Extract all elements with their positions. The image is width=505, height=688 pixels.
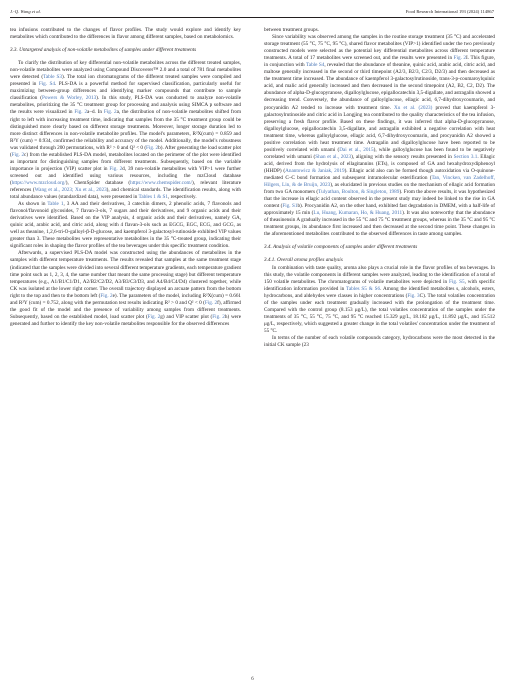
url-link[interactable]: https://www.mzcloud.org/ <box>11 179 66 186</box>
paragraph: In terms of the number of each volatile compounds category, hydrocarbons were the most detected in the initial CK sample (23 <box>264 334 495 349</box>
paragraph: Afterwards, a supervised PLS-DA model was constructed using the abundances of metabolites in the samples with different temperature treatments. The results revealed that samples at the same treatment stage (indicated that the samples were divided into several different temperature gradients, each temperature gradient time point such as 1, 2, 3, 4, the same number that meant the same processing stage) but different temperature temperatures (e.g., A1/B1/C1/D1, A2/B2/C2/D2, A3/B3/C3/D3, and A4/B4/C4/D4) clustered together, while CK was isolated at the lower right corner. The overall trajectory displayed an arcuate pattern from the bottom right to the top and then to the bottom left (Fig. 2e). The parameters of the model, including R²X(cum) = 0.661 and R²Y (cum) = 0.752, along with the permutation test results indicating R² > 0 and Q² < 0 (Fig. 2f), affirmed the good fit of the model and the presence of variability among samples from different treatments. Subsequently, based on the established model, load scatter plot (Fig. 2g) and VIP scatter plot (Fig. 2h) were generated and further to identify the key non-volatile metabolites responsible for the observed differences <box>10 250 242 327</box>
right-column <box>264 27 495 349</box>
ref-link[interactable]: Tables S5 & S6 <box>346 285 381 292</box>
ref-link[interactable]: Shan et al., 2023 <box>315 153 352 160</box>
ref-link[interactable]: Tulyathan, Boulton, & Singleton, 1989 <box>318 189 400 196</box>
running-header-journal: Food Research International 193 (2024) 114867 <box>405 9 494 14</box>
ref-link[interactable]: Section 3.1 <box>453 153 478 160</box>
header-rule <box>10 17 494 18</box>
paragraph: Since variability was observed among the samples in the routine storage treatment (35 °C) and accelerated storage treatment (55 °C, 75 °C, 95 °C), shared flavor metabolites (VIP>1) identified under the two previously constructed models were selected as the potential key differential metabolites across different temperature treatments. A total of 17 metabolites were screened out, and the results were presented in Fig. 2I. This figure, in conjunction with Table S4, revealed that the abundance of theanine, quinic acid, arabic acid, citric acid, and maltose generally increased in the second or third timepoint (A2/3, B2/3, C2/3, D2/3) and then decreased as the treatment time increased. The abundance of kaempferol 3-galactosylrutinoside, trans-3-p-coumaroylquinic acid, and malic acid generally increased and then decreased in the second timepoint (A2, B2, C2, D2). The abundance of alpha-D-glucopyranose, digalloylglucose, epigallocatechin 3,5-digallate, and astragalin showed a decreasing trend. Conversely, the abundance of galloylglucose, ellagic acid, 6,7-dihydroxycoumarin, and procyanidin A2 tended to increase with treatment time. Xu et al. (2023) proved that kaempferol 3-galactosylrutinoside and citric acid in Longjing tea contributed to the quality characteristics of the tea infusion, preserving a fresh flavor profile. Based on these findings, it was inferred that alpha-D-glucopyranose, digalloylglucose, epigallocatechin 3,5-digallate, and astragalin exhibited a negative correlation with heat treatment time, whereas galloylglucose, ellagic acid, 6,7-dihydroxycoumarin, and procyanidin A2 showed a positive correlation with heat treatment time. Astragalin and digalloylglucose have been reported to be positively correlated with umami (Dai et al., 2015), while galloylglucose has been found to be negatively correlated with umami (Shan et al., 2023), aligning with the sensory results presented in Section 3.1. Ellagic acid, derived from the hydrolysis of ellagitannins (ETs), is composed of GA and hexahydroxydiphenoyl (HHDP) (Anantowicz & Janiak, 2019). Ellagic acid also can be formed though autoxidation via O-quinone-mediated C–C bond formation and subsequent intramolecular esterification (Tan, Vincken, van Zadelhoff, Hilgers, Lin, & de Bruijn, 2023), as elucidated in previous studies on the mechanism of ellagic acid formation from two GA monomers (Tulyathan, Boulton, & Singleton, 1989). From the above results, it was hypothesized that the increase in ellagic acid content observed in the present study may indeed be linked to the rise in GA content (Fig. S1b). Procyanidin A2, on the other hand, exhibited fast degradation in DMEM, with a half-life of approximately 15 min (Lu, Huang, Kumaran, Ho, & Huang, 2011). It was also noteworthy that the abundance of theasinensin A gradually increased in the 55 °C and 75 °C treatment groups, whereas in the 35 °C and 95 °C treatment groups, its abundance first increased and then decreased at the second time point. These changes in the aforementioned metabolites contributed to the observed differences in taste among samples. <box>264 34 496 238</box>
section-heading-3-4: 3.4. Analysis of volatile components of samples under different treatments <box>264 244 418 251</box>
paragraph: As shown in Table 1, 3 AA and their derivatives, 3 catechin dimers, 2 phenolic acids, 7 flavonols and flavonol/flavonoid glycosides, 7 flavan-3-ols, 7 sugars and their derivatives, and 9 organic acids and their derivatives were identified. Based on the VIP analysis, 4 organic acids and their derivatives, namely GA, quinic acid, arabic acid, and citric acid, along with 4 flavan-3-ols such as EGCG, EGC, ECG, and GCG, as well as theanine, 1,2,6-tri-O-galloyl-β-D-glucose, and kaempferol 3-galactosyl-rutinoside exhibited VIP values greater than 3. These metabolites were representative metabolites in the 35 °C-treated group, indicating their significant roles in shaping the flavor profiles of the tea beverages under this specific treatment condition. <box>10 201 241 250</box>
ref-link[interactable]: Fig. 2 <box>453 55 467 62</box>
ref-link[interactable]: Table S3 <box>43 74 62 81</box>
ref-link[interactable]: Fig. S5 <box>449 278 465 285</box>
paragraph: tea infusions contributed to the changes of flavor profiles. The study would explore and identify key metabolites which contributed to the differences in flavor among different samples, based on metabolomics. <box>10 27 241 41</box>
paragraph: To clarify the distribution of key differential non-volatile metabolites across the different treated samples, non-volatile metabolites were analyzed using Compound Discoverer™ 2.0 and a total of 781 final metabolites were detected (Table S3). The total ion chromatograms of the different treated samples were compiled and presented in Fig. S4. PLS-DA is a powerful method for supervised classification, particularly useful for maximizing between-group differences and identifying marker compounds that contribute to sample classification (Powers & Worley, 2013). In this study, PLS-DA was conducted to analyze non-volatile metabolites, prioritizing the 35 °C treatment group for processing and analysis using SIMCA p software and the results were visualized in Fig. 2a–d. In Fig. 2a, the distribution of non-volatile metabolites shifted from right to left with increasing treatment time, indicating that samples from the 35 °C treatment group could be distinguished more clearly based on different storage treatments. Moreover, longer storage duration led to more distinct differences in non-volatile metabolite profiles. The model's parameters, R²X(cum) = 0.859 and R²Y (cum) = 0.934, confirmed the reliability and accuracy of the model. Additionally, the model's robustness was validated through 200 permutations, with R² > 0 and Q² < 0 (Fig. 2b). After generating the load scatter plot (Fig. 2c) from the established PLS-DA model, metabolites located on the perimeter of the plot were identified as important for distinguishing samples from different treatments. Subsequently, based on the variable importance in projection (VIP) scatter plot in Fig. 2d, 39 non-volatile metabolites with VIP>1 were further screened out and identified using various resources, including the mzCloud database (https://www.mzcloud.org/), ChemSpider database (https://www.chemspider.com/), relevant literature references (Wang et al., 2023; Xu et al., 2023), and chemical standards. The identification results, along with total abundance values (standardized data), were presented in Tables 1 & S1, respectively. <box>10 60 242 201</box>
ref-link[interactable]: Wang et al., 2023; Xu et al., 2023 <box>34 186 107 193</box>
paragraph: In combination with taste quality, aroma also plays a crucial role in the flavor profiles of tea beverages. In this study, the volatile components in different samples were analyzed, leading to the identification of a total of 150 volatile metabolites. The chromatograms of volatile metabolites were depicted in Fig. S5, with specific identification information provided in Tables S5 & S6. Among the identified metabolites s, alcohols, esters, hydrocarbons, and aldehydes were classes in higher concentrations (Fig. 3C). The total volatiles concentration of the samples under each treatment gradually increased with the prolongation of the treatment time. Compared with the control group (8.153 μg/L), the total volatiles concentration of the samples under the treatments of 35 °C, 55 °C, 75 °C, and 95 °C reached 15.329 μg/L, 18.182 μg/L, 11.892 μg/L, and 15.512 μg/L, respectively, which suggested a greater change in the total volatiles' concentration under the treatment of 55 °C. <box>264 264 496 334</box>
ref-link[interactable]: Fig. 2 <box>204 299 218 306</box>
ref-link[interactable]: Dai et al., 2015 <box>339 146 374 153</box>
ref-link[interactable]: Fig. 2 <box>147 313 161 320</box>
ref-link[interactable]: Fig. 2 <box>109 165 123 172</box>
ref-link[interactable]: Tan, Vincken, van Zadelhoff, Hilgers, Lin, & de Bruijn, 2023 <box>264 174 495 189</box>
ref-link[interactable]: Fig. S1 <box>282 203 298 210</box>
paragraph: between treatment groups. <box>264 27 319 33</box>
ref-link[interactable]: Table 1 <box>47 201 64 208</box>
ref-link[interactable]: Fig. 2 <box>146 144 159 151</box>
subsection-heading-3-4-1: 3.4.1. Overall aroma profiles analysis <box>264 257 343 264</box>
ref-link[interactable]: Fig. 2 <box>11 151 25 158</box>
url-link[interactable]: https://www.chemspider.com/ <box>130 179 193 186</box>
ref-link[interactable]: Xu et al. (2023) <box>394 104 433 111</box>
section-heading-3-3: 3.3. Untargeted analysis of non-volatile metabolites of samples under different treatments <box>10 47 197 54</box>
ref-link[interactable]: Fig. 3 <box>407 292 420 299</box>
ref-link[interactable]: Anantowicz & Janiak, 2019 <box>285 167 345 174</box>
ref-link[interactable]: Fig. 2 <box>74 109 88 116</box>
ref-link[interactable]: Fig. 2 <box>100 292 113 299</box>
ref-link[interactable]: Fig. S4 <box>38 81 56 88</box>
ref-link[interactable]: Lu, Huang, Kumaran, Ho, & Huang, 2011 <box>313 210 403 217</box>
ref-link[interactable]: Fig. 2 <box>103 109 117 116</box>
running-header-authors: J.-Q. Wang et al. <box>10 9 41 14</box>
ref-link[interactable]: Tables 1 & S1 <box>138 194 168 201</box>
ref-link[interactable]: Fig. 2 <box>212 313 225 320</box>
ref-link[interactable]: Table S4 <box>305 62 325 69</box>
left-column <box>10 27 241 328</box>
ref-link[interactable]: Powers & Worley, 2013 <box>41 95 97 102</box>
page-number: 6 <box>251 677 254 682</box>
